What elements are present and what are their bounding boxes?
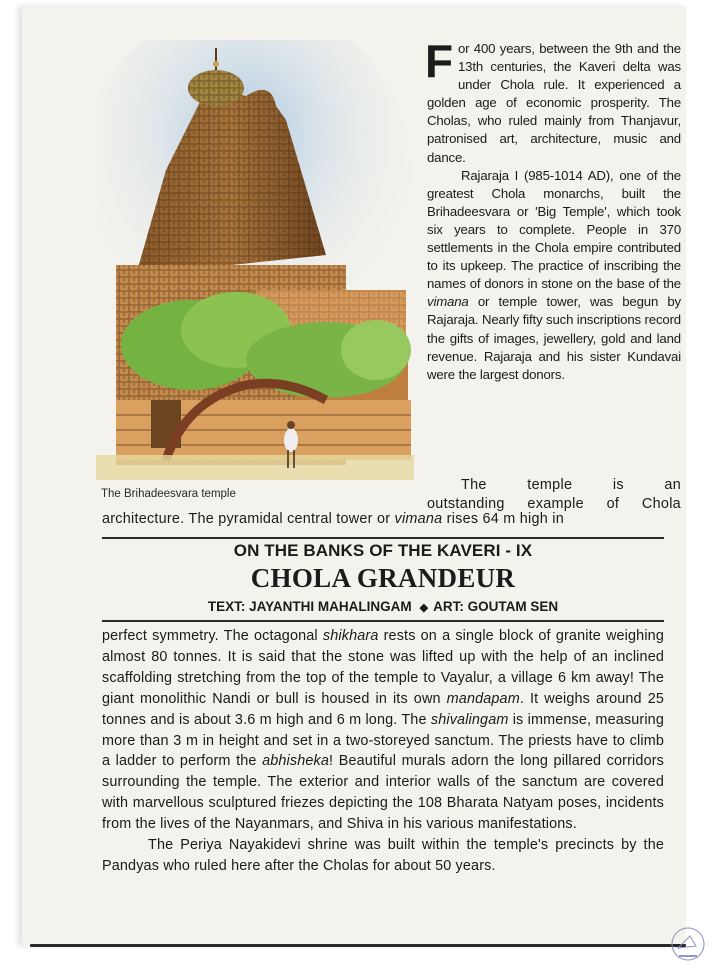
body-emphasis-abhisheka: abhisheka	[262, 753, 330, 770]
intro-column	[425, 35, 681, 384]
ground	[96, 455, 414, 480]
intro-text-1: or 400 years, between the 9th and the 13th centuries, the Kaveri delta was under Chola rule. It experienced a golden age of economic prosperity. The Cholas, who ruled mainly from Thanjavur, patronised art, architecture, music and dance.	[427, 41, 681, 165]
spanning-text-a: architecture. The pyramidal central tower or	[102, 511, 395, 527]
body-emphasis-shivalingam: shivalingam	[430, 711, 509, 728]
body-text-3: . It weighs around 25 tonnes and is about 3.6 m high and 6 m long. The	[102, 690, 665, 728]
intro-paragraph-1	[425, 35, 681, 167]
credits-line	[102, 599, 664, 614]
body-text-4: is immense, measuring more than 3 m in height and set in a two-storeyed sanctum. The priests have to climb a ladder to perform the	[102, 711, 664, 770]
intro-paragraph-3	[427, 476, 681, 513]
body-paragraph-2: The Periya Nayakidevi shrine was built within the temple's precincts by the Pandyas who ruled here after the Cholas for about 50 years.	[102, 837, 664, 874]
intro-text-2b: or temple tower, was begun by Rajaraja. Nearly fifty such inscriptions record the gifts of images, jewellery, gold and land revenue. Rajaraja and his sister Kundavai were the largest donors.	[427, 294, 681, 382]
body-text-2: rests on a single block of granite weighing almost 80 tonnes. It is said that the stone was lifted up with the help of an inclined scaffolding stretching from the top of the temple to Vayalur, a village 6 km away! The giant monolithic Nandi or bull is housed in its own	[102, 628, 664, 707]
header-rule-top	[102, 537, 664, 539]
bridge-line-2: outstanding example of Chola	[427, 495, 681, 512]
intro-emphasis-vimana: vimana	[427, 294, 469, 310]
spanning-line	[102, 511, 662, 527]
dropcap: F	[425, 35, 453, 87]
page-bottom-edge	[30, 944, 686, 947]
header-rule-bottom	[102, 620, 664, 622]
bridge-line-1: The temple is an	[461, 477, 681, 493]
body-emphasis-shikhara: shikhara	[322, 628, 379, 644]
body-emphasis-mandapam: mandapam	[446, 690, 520, 707]
intro-text-2a: Rajaraja I (985-1014 AD), one of the greatest Chola monarchs, built the Brihadeesvara or 'Big Temple', which took six years to complete. People in 370 settlements in the Chola empire contributed to its upkeep. The practice of inscribing the names of donors in stone on the base of the	[427, 167, 681, 292]
body-text-1: perfect symmetry. The octagonal	[102, 628, 323, 644]
intro-paragraph-2	[427, 167, 681, 384]
article-title: CHOLA GRANDEUR	[250, 563, 516, 593]
diamond-separator-icon: ◆	[419, 602, 429, 614]
illustration-caption: The Brihadeesvara temple	[101, 488, 236, 500]
text-credit: TEXT: JAYANTHI MAHALINGAM	[207, 599, 412, 614]
series-title: ON THE BANKS OF THE KAVERI - IX	[233, 541, 533, 560]
spanning-emphasis: vimana	[394, 511, 443, 527]
watermark-stamp-icon	[670, 926, 706, 962]
body-text-5: ! Beautiful murals adorn the long pillared corridors surrounding the temple. The exterior and interior walls of the sanctum are covered with marvellous sculptured friezes depicting the 108 Bharata Natyam poses, incidents from the lives of the Nayanmars, and Shiva in his various manifestations.	[102, 753, 665, 833]
article-body	[102, 626, 664, 877]
temple-illustration	[96, 40, 414, 480]
art-credit: ART: GOUTAM SEN	[433, 599, 559, 614]
body-paragraph-1	[102, 626, 664, 835]
spanning-text-b: rises 64 m high in	[442, 511, 564, 527]
